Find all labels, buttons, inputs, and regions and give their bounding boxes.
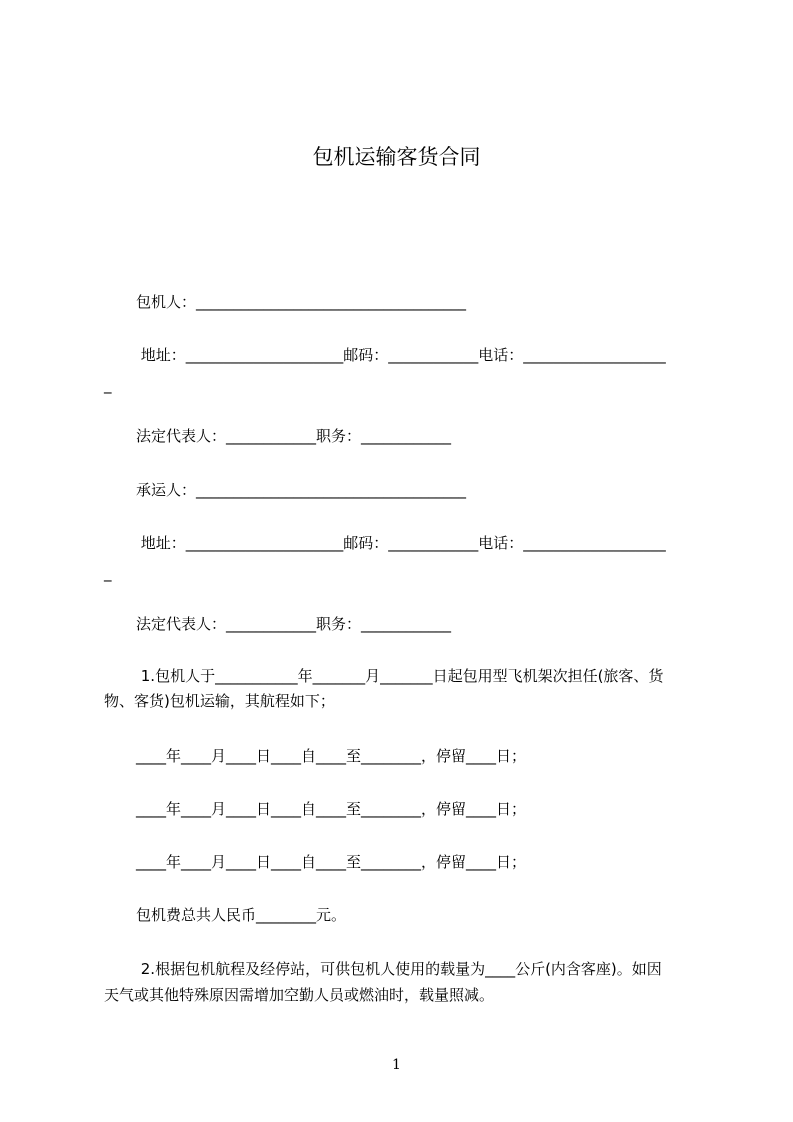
charterer-address-overflow: _: [104, 376, 112, 394]
route-row: ____年____月____日____自____至________，停留____日；: [136, 800, 527, 818]
clause-2-line-2: 天气或其他特殊原因需增加空勤人员或燃油时，载量照减。: [104, 986, 495, 1004]
route-row: ____年____月____日____自____至________，停留____日；: [136, 747, 527, 765]
route-row: ____年____月____日____自____至________，停留____日；: [136, 853, 527, 871]
page-number: 1: [392, 1057, 401, 1073]
carrier-line: 承运人：____________________________________: [136, 481, 467, 499]
clause-1-line-2: 物、客货)包机运输，其航程如下；: [104, 692, 335, 710]
charterer-representative-line: 法定代表人：____________职务：____________: [136, 427, 452, 445]
clause-1-line-1: 1.包机人于___________年_______月_______日起包用型飞机架次担任(旅客、货: [136, 667, 664, 685]
carrier-address-overflow: _: [104, 564, 112, 582]
charterer-line: 包机人：____________________________________: [136, 293, 467, 311]
clause-2-line-1: 2.根据包机航程及经停站，可供包机人使用的载量为____公斤(内含客座)。如因: [136, 960, 662, 978]
charterer-address-line: 地址：_____________________邮码：____________电话：___________________: [136, 346, 666, 364]
charter-fee-line: 包机费总共人民币________元。: [136, 906, 347, 924]
carrier-address-line: 地址：_____________________邮码：____________电话：___________________: [136, 534, 666, 552]
carrier-representative-line: 法定代表人：____________职务：____________: [136, 615, 452, 633]
document-title: 包机运输客货合同: [312, 145, 481, 169]
